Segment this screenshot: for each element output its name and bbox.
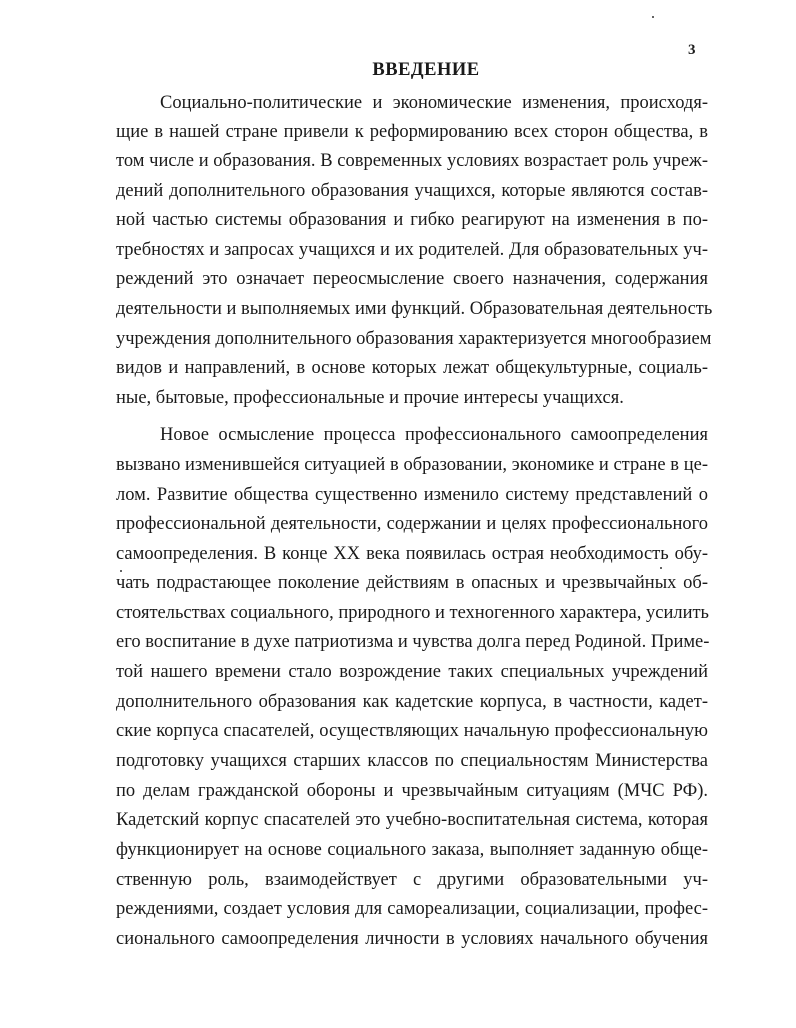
text-line: его воспитание в духе патриотизма и чувства долга перед Родиной. Приме- — [116, 632, 710, 652]
text-line: видов и направлений, в основе которых лежат общекультурные, социаль- — [116, 358, 708, 378]
text-line: ные, бытовые, профессиональные и прочие интересы учащихся. — [116, 388, 624, 408]
text-line: ственную роль, взаимодействует с другими образовательными уч- — [116, 870, 708, 890]
text-line: щие в нашей стране привели к реформированию всех сторон общества, в — [116, 122, 708, 142]
text-line: реждениями, создает условия для самореализации, социализации, профес- — [116, 899, 708, 919]
text-line: стоятельствах социального, природного и техногенного характера, усилить — [116, 603, 709, 623]
text-line: подготовку учащихся старших классов по специальностям Министерства — [116, 751, 708, 771]
text-line: Новое осмысление процесса профессионального самоопределения — [160, 425, 708, 445]
text-line: учреждения дополнительного образования характеризуется многообразием — [116, 329, 712, 349]
text-line: самоопределения. В конце XX века появилась острая необходимость обу- — [116, 544, 708, 564]
text-line: профессиональной деятельности, содержании и целях профессионального — [116, 514, 708, 534]
text-line: чать подрастающее поколение действиям в опасных и чрезвычайных об- — [116, 573, 708, 593]
text-line: Кадетский корпус спасателей это учебно-воспитательная система, которая — [116, 810, 708, 830]
text-line: вызвано изменившейся ситуацией в образовании, экономике и стране в це- — [116, 455, 708, 475]
text-line: том числе и образования. В современных условиях возрастает роль учреж- — [116, 151, 708, 171]
text-line: той нашего времени стало возрождение таких специальных учреждений — [116, 662, 708, 682]
text-line: ские корпуса спасателей, осуществляющих начальную профессиональную — [116, 721, 708, 741]
scan-speck — [120, 570, 122, 572]
text-line: дений дополнительного образования учащихся, которые являются состав- — [116, 181, 708, 201]
text-line: дополнительного образования как кадетские корпуса, в частности, кадет- — [116, 692, 708, 712]
text-line: функционирует на основе социального заказа, выполняет заданную обще- — [116, 840, 708, 860]
text-line: лом. Развитие общества существенно изменило систему представлений о — [116, 485, 708, 505]
text-line: реждений это означает переосмысление своего назначения, содержания — [116, 269, 708, 289]
scan-speck — [652, 16, 654, 18]
page-title: ВВЕДЕНИЕ — [372, 60, 480, 80]
text-line: ной частью системы образования и гибко реагируют на изменения в по- — [116, 210, 708, 230]
text-line: Социально-политические и экономические изменения, происходя- — [160, 93, 708, 113]
text-line: по делам гражданской обороны и чрезвычайным ситуациям (МЧС РФ). — [116, 781, 708, 801]
text-line: сионального самоопределения личности в условиях начального обучения — [116, 929, 708, 949]
scan-speck — [660, 567, 662, 569]
text-line: деятельности и выполняемых ими функций. Образовательная деятельность — [116, 299, 713, 319]
page-number: 3 — [688, 42, 696, 58]
text-line: требностях и запросах учащихся и их родителей. Для образовательных уч- — [116, 240, 708, 260]
